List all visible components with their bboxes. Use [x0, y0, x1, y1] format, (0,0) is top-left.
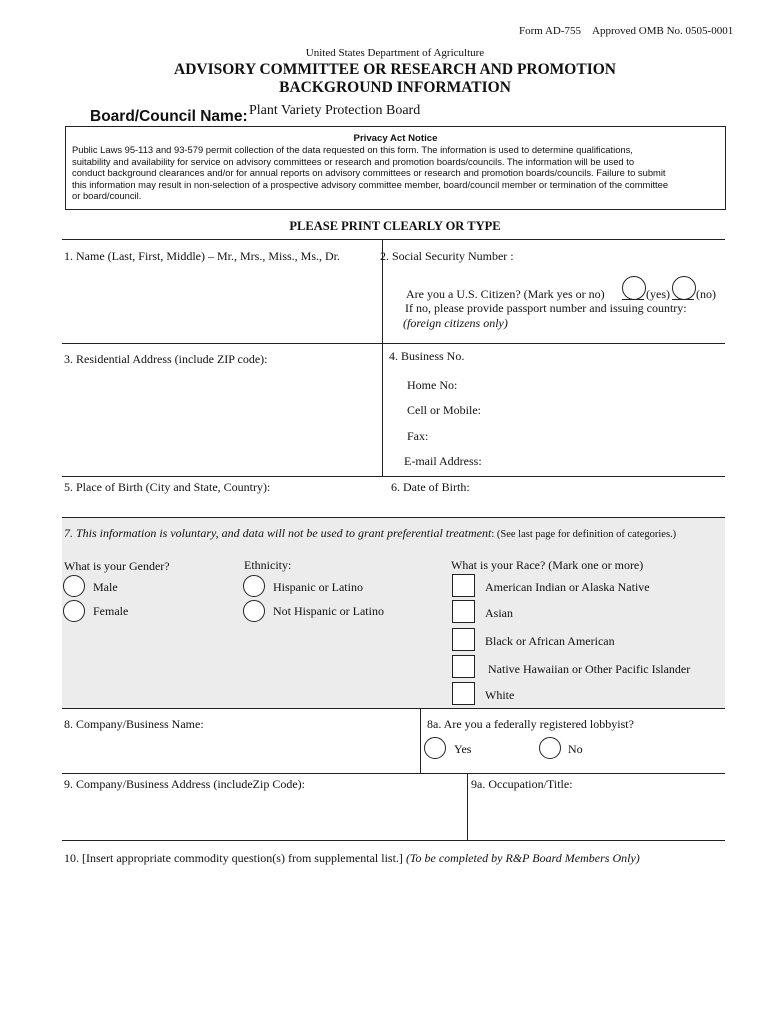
- race-black-checkbox[interactable]: [452, 628, 475, 651]
- race-pacific-islander-checkbox[interactable]: [452, 655, 475, 678]
- ethnicity-question: Ethnicity:: [244, 558, 292, 572]
- voluntary-label: 7. This information is voluntary, and data will not be used to grant preferential treatment: (See last page for definition of categories.): [64, 526, 677, 540]
- fax-label: Fax:: [407, 429, 429, 443]
- lobbyist-no-radio[interactable]: [539, 737, 561, 759]
- business-no-label: 4. Business No.: [389, 349, 465, 363]
- lobbyist-yes-radio[interactable]: [424, 737, 446, 759]
- board-label: Board/Council Name:: [90, 108, 248, 125]
- ssn-label: 2. Social Security Number :: [380, 249, 514, 263]
- citizen-question: Are you a U.S. Citizen? (Mark yes or no): [406, 287, 605, 301]
- foreign-note: (foreign citizens only): [403, 316, 508, 330]
- email-label: E-mail Address:: [404, 454, 482, 468]
- gender-male-label: Male: [93, 580, 118, 594]
- company-name-label: 8. Company/Business Name:: [64, 717, 204, 731]
- gender-question: What is your Gender?: [64, 559, 170, 573]
- gender-male-radio[interactable]: [63, 575, 85, 597]
- name-label: 1. Name (Last, First, Middle) – Mr., Mrs., Miss., Ms., Dr.: [64, 249, 340, 263]
- home-no-label: Home No:: [407, 378, 458, 392]
- citizen-no-label: (no): [696, 287, 716, 301]
- passport-label: If no, please provide passport number and issuing country:: [405, 301, 687, 315]
- privacy-text: Public Laws 95-113 and 93-579 permit collection of the data requested on this form. The information is used to determine qualifications, suitability and availability for service on advisory committees or research and promotion boards/councils. The information will be used to conduct background clearances and/or for annual reports on advisory committees or research and promotion boards/councils. Failure to submit this information may result in non-selection of a prospective advisory committee member, board/council member or termination of the committee or board/council.: [72, 144, 669, 202]
- residential-address-label: 3. Residential Address (include ZIP code):: [64, 352, 268, 366]
- department: United States Department of Agriculture: [305, 47, 485, 59]
- race-white-checkbox[interactable]: [452, 682, 475, 705]
- birth-place-label: 5. Place of Birth (City and State, Country):: [64, 480, 271, 494]
- birth-date-label: 6. Date of Birth:: [391, 480, 470, 494]
- voluntary-section: [62, 518, 725, 708]
- race-question: What is your Race? (Mark one or more): [451, 558, 644, 572]
- citizen-yes-label: (yes): [646, 287, 670, 301]
- race-white-label: White: [485, 688, 515, 702]
- race-black-label: Black or African American: [485, 634, 615, 648]
- race-american-indian-checkbox[interactable]: [452, 574, 475, 597]
- lobbyist-question: 8a. Are you a federally registered lobbyist?: [427, 717, 634, 731]
- print-instruction: PLEASE PRINT CLEARLY OR TYPE: [289, 219, 501, 233]
- gender-female-radio[interactable]: [63, 600, 85, 622]
- ethnicity-hispanic-radio[interactable]: [243, 575, 265, 597]
- citizen-no-radio[interactable]: [672, 276, 696, 300]
- privacy-notice-box: [65, 126, 726, 210]
- privacy-title: Privacy Act Notice: [353, 133, 438, 144]
- race-asian-label: Asian: [485, 606, 513, 620]
- lobbyist-yes-label: Yes: [454, 742, 472, 756]
- race-asian-checkbox[interactable]: [452, 600, 475, 623]
- form-title-line2: BACKGROUND INFORMATION: [279, 79, 511, 96]
- ethnicity-not-hispanic-radio[interactable]: [243, 600, 265, 622]
- form-title-line1: ADVISORY COMMITTEE OR RESEARCH AND PROMOTION: [174, 61, 616, 78]
- ethnicity-not-hispanic-label: Not Hispanic or Latino: [273, 604, 384, 618]
- ethnicity-hispanic-label: Hispanic or Latino: [273, 580, 363, 594]
- form-number: Form AD-755 Approved OMB No. 0505-0001: [519, 25, 734, 37]
- race-american-indian-label: American Indian or Alaska Native: [485, 580, 650, 594]
- company-address-label: 9. Company/Business Address (includeZip Code):: [64, 777, 305, 791]
- gender-female-label: Female: [93, 604, 129, 618]
- commodity-question: 10. [Insert appropriate commodity question(s) from supplemental list.] (To be completed by R&P Board Members Only): [64, 851, 640, 865]
- race-pacific-islander-label: Native Hawaiian or Other Pacific Islander: [485, 662, 691, 676]
- citizen-yes-radio[interactable]: [622, 276, 646, 300]
- occupation-label: 9a. Occupation/Title:: [471, 777, 573, 791]
- board-value[interactable]: Plant Variety Protection Board: [249, 103, 421, 118]
- cell-label: Cell or Mobile:: [407, 403, 481, 417]
- lobbyist-no-label: No: [568, 742, 583, 756]
